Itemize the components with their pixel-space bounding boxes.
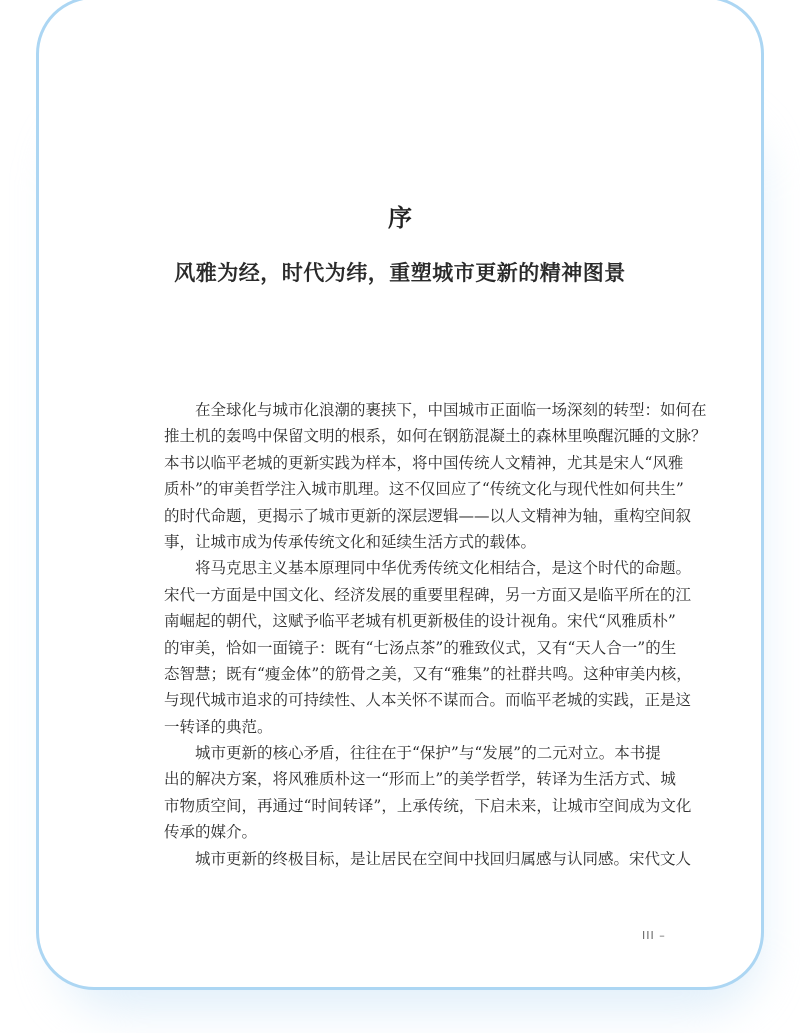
chapter-title: 序	[388, 203, 412, 232]
text-line: 出的解决方案，将风雅质朴这一“形而上”的美学哲学，转译为生活方式、城	[164, 770, 676, 789]
text-line: 推土机的轰鸣中保留文明的根系，如何在钢筋混凝土的森林里唤醒沉睡的文脉？	[164, 427, 707, 446]
text-line: 宋代一方面是中国文化、经济发展的重要里程碑，另一方面又是临平所在的江	[164, 585, 692, 604]
text-line: 事，让城市成为传承传统文化和延续生活方式的载体。	[164, 532, 537, 551]
text-line: 一转译的典范。	[164, 717, 273, 736]
preface-body	[164, 397, 707, 872]
text-line: 质朴”的审美哲学注入城市肌理。这不仅回应了“传统文化与现代性如何共生”	[164, 480, 684, 499]
text-line: 城市更新的核心矛盾，往往在于“保护”与“发展”的二元对立。本书提	[195, 744, 661, 763]
text-line: 城市更新的终极目标，是让居民在空间中找回归属感与认同感。宋代文人	[195, 849, 692, 868]
text-line: 传承的媒介。	[164, 823, 258, 842]
text-line: 本书以临平老城的更新实践为样本，将中国传统人文精神，尤其是宋人“风雅	[164, 453, 684, 472]
text-line: 在全球化与城市化浪潮的裹挟下，中国城市正面临一场深刻的转型：如何在	[195, 401, 707, 419]
text-line: 的时代命题，更揭示了城市更新的深层逻辑——以人文精神为轴，重构空间叙	[164, 506, 692, 525]
page-number: III –	[642, 929, 666, 942]
chapter-subtitle: 风雅为经，时代为纬，重塑城市更新的精神图景	[174, 261, 626, 285]
text-line: 态智慧；既有“瘦金体”的筋骨之美，又有“雅集”的社群共鸣。这种审美内核，	[164, 664, 692, 683]
text-line: 的审美，恰如一面镜子：既有“七汤点茶”的雅致仪式，又有“天人合一”的生	[164, 638, 677, 657]
text-line: 南崛起的朝代，这赋予临平老城有机更新极佳的设计视角。宋代“风雅质朴”	[164, 612, 676, 631]
text-line: 市物质空间，再通过“时间转译”，上承传统，下启未来，让城市空间成为文化	[164, 796, 692, 815]
text-line: 将马克思主义基本原理同中华优秀传统文化相结合，是这个时代的命题。	[195, 559, 692, 578]
text-line: 与现代城市追求的可持续性、人本关怀不谋而合。而临平老城的实践，正是这	[164, 691, 692, 710]
